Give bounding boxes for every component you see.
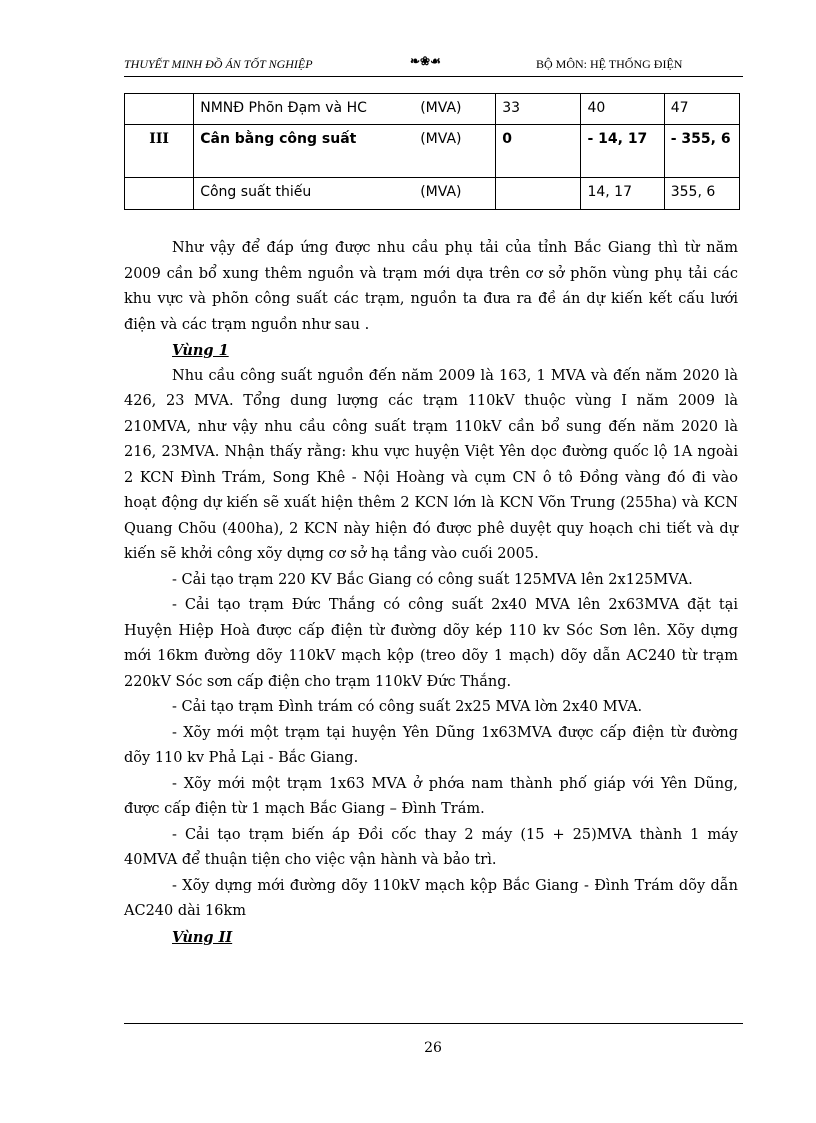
list-item: - Xõy mới một trạm 1x63 MVA ở phớa nam thành phố giáp với Yên Dũng, được cấp điện từ 1 mạch Bắc Giang – Đình Trám. xyxy=(124,775,738,817)
row-unit: (MVA) xyxy=(420,131,462,147)
value-2015: 14, 17 xyxy=(581,178,664,210)
table-row xyxy=(125,94,740,125)
page-number: 26 xyxy=(424,1040,442,1056)
document-body xyxy=(124,236,738,950)
paragraph: Nhu cầu công suất nguồn đến năm 2009 là 163, 1 MVA và đến năm 2020 là 426, 23 MVA. Tổng dung lượng các trạm 110kV thuộc vùng I năm 2009 là 210MVA, như vậy nhu cầu công suất trạm 110kV cần bổ sung đến năm 2020 là 216, 23MVA. Nhận thấy rằng: khu vực huyện Việt Yên dọc đường quốc lộ 1A ngoài 2 KCN Đình Trám, Song Khê - Nội Hoàng và cụm CN ô tô Đồng vàng đó đi vào hoạt động dự kiến sẽ xuất hiện thêm 2 KCN lớn là KCN Võn Trung (255ha) và KCN Quang Chõu (400ha), 2 KCN này hiện đó được phê duyệt quy hoạch chi tiết và dự kiến sẽ khởi công xõy dựng cơ sở hạ tầng vào cuối 2005. xyxy=(124,367,738,562)
list-item: - Xõy mới một trạm tại huyện Yên Dũng 1x63MVA được cấp điện từ đường dõy 110 kv Phả Lại - Bắc Giang. xyxy=(124,724,738,766)
row-name: Cân bằng công suất xyxy=(200,131,357,147)
section-heading: Vùng II xyxy=(172,928,233,946)
header-ornament-icon: ❧❀☙ xyxy=(410,54,441,68)
value-2009: 33 xyxy=(496,94,581,125)
row-number xyxy=(125,94,194,125)
row-name: Công suất thiếu xyxy=(200,184,312,200)
footer-divider xyxy=(124,1023,743,1024)
value-2020: 355, 6 xyxy=(664,178,739,210)
row-name-cell xyxy=(194,125,496,178)
value-2015: - 14, 17 xyxy=(581,125,664,178)
paragraph: Như vậy để đáp ứng được nhu cầu phụ tải của tỉnh Bắc Giang thì từ năm 2009 cần bổ xung thêm nguồn và trạm mới dựa trên cơ sở phõn vùng phụ tải các khu vực và phõn công suất các trạm, nguồn ta đưa ra đề án dự kiến kết cấu lưới điện và các trạm nguồn như sau . xyxy=(124,240,738,333)
list-item: - Xõy dựng mới đường dõy 110kV mạch kộp Bắc Giang - Đình Trám dõy dẫn AC240 dài 16km xyxy=(124,877,738,919)
row-unit: (MVA) xyxy=(420,184,462,200)
page-header xyxy=(124,52,743,77)
value-2020: 47 xyxy=(664,94,739,125)
list-item: - Cải tạo trạm 220 KV Bắc Giang có công suất 125MVA lên 2x125MVA. xyxy=(172,571,693,588)
list-item: - Cải tạo trạm biến áp Đồi cốc thay 2 máy (15 + 25)MVA thành 1 máy 40MVA để thuận tiện cho việc vận hành và bảo trì. xyxy=(124,826,738,868)
table-row xyxy=(125,178,740,210)
power-balance-table xyxy=(124,93,740,210)
header-title: THUYẾT MINH ĐỒ ÁN TỐT NGHIỆP xyxy=(124,57,313,71)
row-number: III xyxy=(125,125,194,178)
list-item: - Cải tạo trạm Đức Thắng có công suất 2x40 MVA lên 2x63MVA đặt tại Huyện Hiệp Hoà được cấp điện từ đường dõy kép 110 kv Sóc Sơn lên. Xõy dựng mới 16km đường dõy 110kV mạch kộp (treo dõy 1 mạch) dõy dẫn AC240 từ trạm 220kV Sóc sơn cấp điện cho trạm 110kV Đức Thắng. xyxy=(124,597,738,690)
value-2009: 0 xyxy=(496,125,581,178)
header-department: BỘ MÔN: HỆ THỐNG ĐIỆN xyxy=(536,57,683,71)
row-number xyxy=(125,178,194,210)
row-unit: (MVA) xyxy=(420,100,462,116)
value-2009 xyxy=(496,178,581,210)
row-name: NMNĐ Phõn Đạm và HC xyxy=(200,100,367,116)
value-2020: - 355, 6 xyxy=(664,125,739,178)
row-name-cell xyxy=(194,94,496,125)
section-heading: Vùng 1 xyxy=(172,342,229,359)
list-item: - Cải tạo trạm Đình trám có công suất 2x25 MVA lờn 2x40 MVA. xyxy=(172,699,643,715)
table-row xyxy=(125,125,740,178)
value-2015: 40 xyxy=(581,94,664,125)
row-name-cell xyxy=(194,178,496,210)
